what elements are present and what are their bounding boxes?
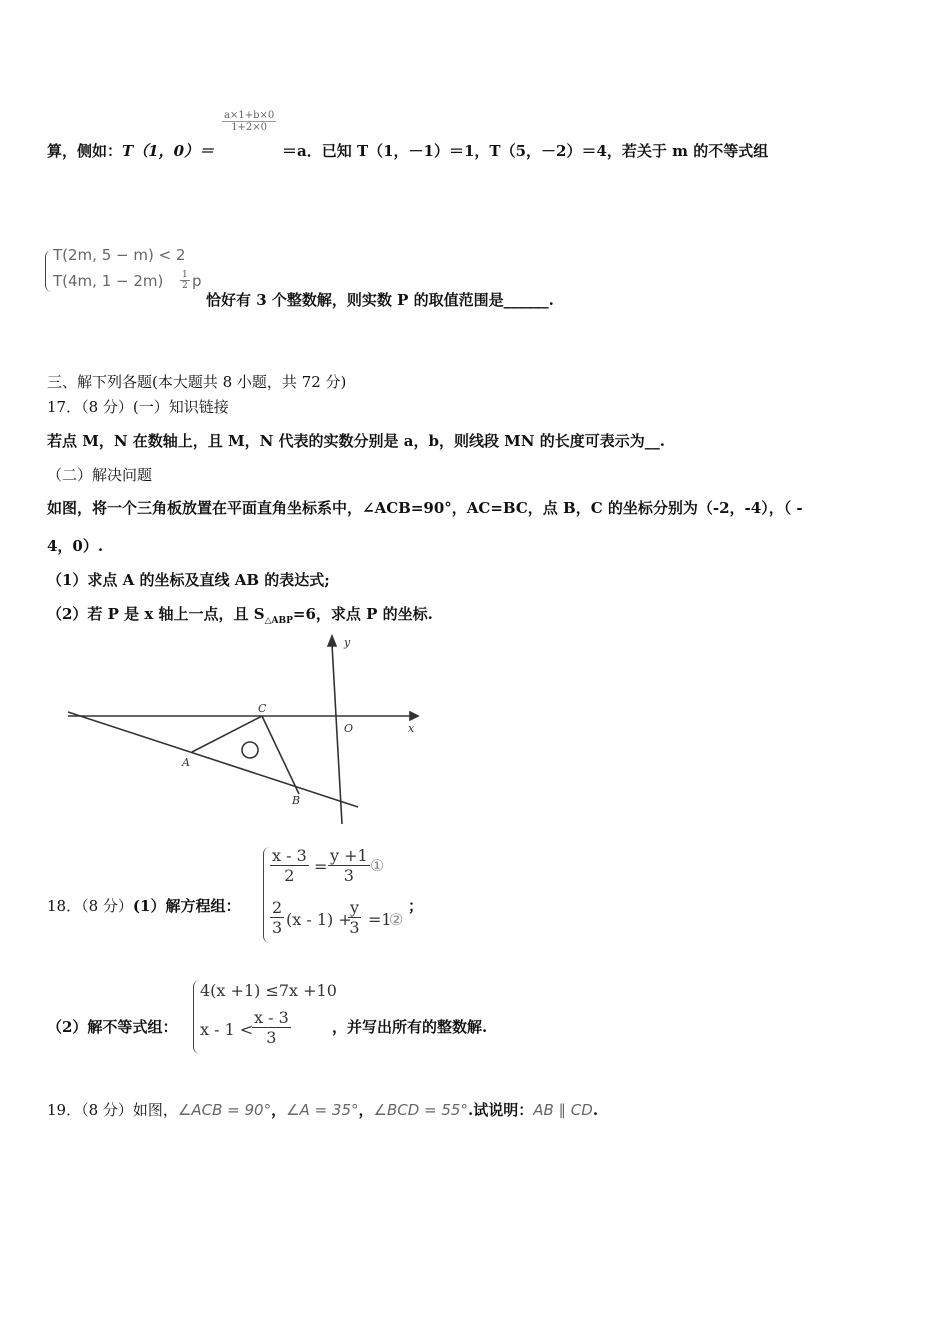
label-a: A <box>182 756 190 769</box>
half-numerator: 1 <box>182 270 188 280</box>
eq2-y-num: y <box>350 898 360 917</box>
fraction-numerator: a×1+b×0 <box>224 110 275 121</box>
eq1-left-num: x - 3 <box>272 846 307 865</box>
eq1-mark: ① <box>370 856 385 875</box>
half-denominator: 2 <box>182 281 188 291</box>
q18-head-text: 18．（8 分） <box>47 897 133 915</box>
eq1-right-fraction <box>328 846 370 885</box>
q19-end: . <box>592 1101 599 1119</box>
eq2-rhs: =1 <box>368 910 392 929</box>
q17-sub2 <box>47 603 433 626</box>
q19-angle-acb: ∠ACB = 90° <box>177 1101 272 1119</box>
eq2-y-den: 3 <box>349 918 360 937</box>
label-b: B <box>292 794 301 807</box>
ineq1: 4(x +1) ≤7x +10 <box>200 981 337 1000</box>
eq2-middle: (x - 1) + <box>286 910 352 929</box>
q19-angle-bcd: ∠BCD = 55° <box>373 1101 468 1119</box>
triangle-hole <box>242 742 258 758</box>
q17-sub1: （1）求点 A 的坐标及直线 AB 的表达式; <box>47 571 330 589</box>
system16-row1: T(2m, 5 − m) < 2 <box>53 246 186 264</box>
q19-sep2: ， <box>358 1101 374 1119</box>
q19-head: 19．（8 分）如图， <box>47 1101 178 1119</box>
fraction-denominator: 1+2×0 <box>231 122 268 133</box>
q18-brace <box>263 847 270 943</box>
eq2-coef-den: 3 <box>272 918 283 937</box>
q19-angle-a: ∠A = 35° <box>286 1101 359 1119</box>
eq1-equals: = <box>314 857 328 876</box>
q17-sub2-subscript: △ABP <box>264 616 293 626</box>
x-axis-arrow <box>410 712 418 720</box>
q17-head: 17．（8 分）(一）知识链接 <box>47 398 229 416</box>
eq2-coef-num: 2 <box>272 898 283 917</box>
q17-line3: 4，0）. <box>47 537 104 555</box>
eq1-right-num: y +1 <box>330 846 368 865</box>
ineq2-left: x - 1 < <box>200 1020 254 1039</box>
y-axis <box>332 644 342 824</box>
label-x: x <box>408 722 415 735</box>
ineq2-den: 3 <box>266 1028 277 1047</box>
q18-part2-tail: ，并写出所有的整数解. <box>332 1018 488 1036</box>
side-ac <box>192 716 262 752</box>
q19-sep1: ， <box>271 1101 287 1119</box>
q17-part2: （二）解决问题 <box>47 466 153 484</box>
q17-line1: 若点 M，N 在数轴上，且 M，N 代表的实数分别是 a，b，则线段 MN 的长度可表示为__. <box>47 432 665 450</box>
system16-half <box>180 270 190 291</box>
system16-row2 <box>53 272 163 290</box>
eq1-right-den: 3 <box>343 866 354 885</box>
label-y: y <box>344 636 351 649</box>
ineq2-num: x - 3 <box>254 1008 289 1027</box>
system16-brace <box>45 250 52 292</box>
y-axis-arrow <box>328 636 336 646</box>
system16-row2-left: T(4m, 1 − 2m) <box>53 272 164 290</box>
eq2-coef-fraction <box>270 898 284 937</box>
section3-heading: 三、解下列各题(本大题共 8 小题，共 72 分) <box>47 373 347 391</box>
q18-part2: （2）解不等式组： <box>47 1018 178 1036</box>
line1-suffix: ＝a．已知 T（1，－1）＝1，T（5，－2）＝4，若关于 m 的不等式组 <box>282 142 769 160</box>
q18-head <box>47 895 240 916</box>
q18-semicolon: ； <box>408 897 424 915</box>
q17-sub2-pre: （2）若 P 是 x 轴上一点，且 S <box>47 605 265 623</box>
triangle-figure <box>60 632 430 832</box>
label-c: C <box>258 702 267 715</box>
q17-sub2-post: =6，求点 P 的坐标. <box>292 605 433 623</box>
q19-mid: .试说明： <box>467 1101 534 1119</box>
q18-part1: (1）解方程组： <box>132 897 241 915</box>
q19-parallel: AB ∥ CD <box>533 1101 593 1119</box>
eq2-mark: ② <box>389 910 404 929</box>
ineq2-fraction <box>252 1008 291 1047</box>
line1-t10: T（1，0）＝ <box>122 142 215 160</box>
eq2-y-fraction <box>348 898 361 937</box>
q19-line <box>47 1099 598 1120</box>
line-ab <box>68 712 358 807</box>
label-o: O <box>344 722 354 735</box>
eq1-left-fraction <box>270 846 309 885</box>
system16-p: p <box>192 272 202 290</box>
line1-prefix: 算，侧如： <box>47 142 123 160</box>
q17-line2: 如图，将一个三角板放置在平面直角坐标系中，∠ACB=90°，AC=BC，点 B，C 的坐标分别为（-2，-4），（ - <box>47 499 803 517</box>
line1-fraction <box>222 110 276 133</box>
q18-part2-brace <box>193 980 200 1054</box>
system16-tail: 恰好有 3 个整数解，则实数 P 的取值范围是______. <box>206 291 554 309</box>
eq1-left-den: 2 <box>284 866 295 885</box>
